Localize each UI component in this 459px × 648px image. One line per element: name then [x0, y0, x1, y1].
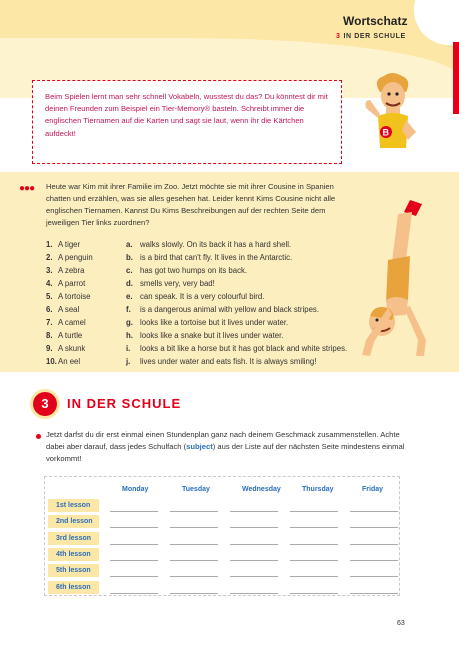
bullet-icon — [36, 434, 41, 439]
description-text: has got two humps on its back. — [140, 266, 248, 276]
side-tab — [453, 42, 459, 114]
description-item — [126, 329, 347, 342]
tip-text: Beim Spielen lernt man sehr schnell Vokabeln, wusstest du das? Du könntest dir mit deinen Freunden zum Beispiel ein Tier-Memory® basteln. Schreibt immer die englischen Tiernamen auf die Karten und sagt sie laut, wenn ihr die Kärtchen aufdeckt! — [45, 92, 328, 138]
lesson-label: 2nd lesson — [48, 515, 99, 528]
timetable-cell[interactable] — [170, 576, 218, 577]
description-letter: c. — [126, 266, 133, 276]
animal-item — [46, 342, 118, 355]
animal-name: A turtle — [58, 331, 83, 341]
animal-number: 10. — [46, 357, 57, 367]
animal-number: 5. — [46, 292, 53, 302]
animal-number: 6. — [46, 305, 53, 315]
description-letter: a. — [126, 240, 133, 249]
description-text: is a bird that can't fly. It lives in the Antarctic. — [140, 253, 293, 263]
description-item — [126, 355, 347, 368]
lesson-label: 1st lesson — [48, 499, 99, 512]
description-item — [126, 303, 347, 316]
section-subtitle-label: IN DER SCHULE — [343, 33, 406, 40]
timetable-cell[interactable] — [290, 576, 338, 577]
animal-item — [46, 316, 118, 329]
animal-list — [46, 238, 118, 368]
animal-number: 1. — [46, 240, 53, 249]
animal-name: A tiger — [58, 240, 81, 249]
timetable-cell[interactable] — [110, 511, 158, 512]
animal-item — [46, 238, 118, 251]
animal-number: 2. — [46, 253, 53, 263]
timetable-cell[interactable] — [290, 560, 338, 561]
animal-number: 3. — [46, 266, 53, 276]
timetable-cell[interactable] — [170, 560, 218, 561]
description-letter: h. — [126, 331, 133, 341]
description-letter: b. — [126, 253, 133, 263]
timetable-cell[interactable] — [350, 544, 398, 545]
description-letter: d. — [126, 279, 133, 289]
animal-item — [46, 251, 118, 264]
animal-number: 9. — [46, 344, 53, 354]
description-item — [126, 264, 347, 277]
description-list — [126, 238, 347, 368]
exercise-intro: Heute war Kim mit ihrer Familie im Zoo. Jetzt möchte sie mit ihrer Cousine in Spanien chatten und erzählen, was sie alles gesehen hat. Leider kennt Kims Cousine nicht alle englischen Tiernamen. Kannst Du Kims Beschreibungen auf der rechten Seite dem jeweiligen Tier links zuordnen? — [46, 182, 336, 227]
description-letter: j. — [126, 357, 131, 367]
mascot-thumbs-up-icon — [362, 70, 422, 160]
dots-icon: ●●● — [19, 183, 35, 194]
animal-item — [46, 355, 118, 368]
timetable-cell[interactable] — [290, 527, 338, 528]
timetable-cell[interactable] — [110, 593, 158, 594]
task-text-after: ) aus der Liste auf der nächsten Seite mindestens einmal vorkommt! — [46, 442, 405, 464]
animal-item — [46, 264, 118, 277]
timetable-cell[interactable] — [230, 576, 278, 577]
section-number-badge: 3 — [33, 392, 57, 416]
timetable-task — [46, 429, 416, 466]
timetable-cell[interactable] — [110, 576, 158, 577]
description-item — [126, 290, 347, 303]
timetable-cell[interactable] — [110, 527, 158, 528]
timetable-cell[interactable] — [230, 527, 278, 528]
day-header: Monday — [122, 486, 149, 493]
section-title: IN DER SCHULE — [67, 396, 182, 411]
description-letter: e. — [126, 292, 133, 302]
timetable-cell[interactable] — [230, 560, 278, 561]
description-item — [126, 251, 347, 264]
timetable-cell[interactable] — [350, 560, 398, 561]
section-subtitle — [336, 33, 406, 40]
lesson-label: 5th lesson — [48, 564, 99, 577]
timetable-cell[interactable] — [350, 511, 398, 512]
animal-number: 8. — [46, 331, 53, 341]
animal-name: A camel — [58, 318, 86, 328]
description-letter: i. — [126, 344, 131, 354]
timetable-cell[interactable] — [290, 593, 338, 594]
tip-box — [32, 80, 342, 164]
timetable-cell[interactable] — [230, 593, 278, 594]
description-item — [126, 238, 347, 251]
timetable-cell[interactable] — [290, 511, 338, 512]
animal-name: A parrot — [58, 279, 86, 289]
section-subtitle-number: 3 — [336, 33, 341, 40]
timetable-cell[interactable] — [170, 527, 218, 528]
animal-number: 7. — [46, 318, 53, 328]
description-text: walks slowly. On its back it has a hard shell. — [140, 240, 292, 249]
task-keyword: subject — [186, 442, 213, 452]
animal-name: An eel — [58, 357, 81, 367]
mascot-handstand-icon — [352, 190, 432, 365]
day-header: Thursday — [302, 486, 334, 493]
day-header: Tuesday — [182, 486, 210, 493]
description-text: is a dangerous animal with yellow and black stripes. — [140, 305, 319, 315]
lesson-label: 4th lesson — [48, 548, 99, 561]
lesson-label: 3rd lesson — [48, 532, 99, 545]
animal-name: A tortoise — [58, 292, 91, 302]
timetable-cell[interactable] — [230, 511, 278, 512]
description-text: looks a bit like a horse but it has got black and white stripes. — [140, 344, 348, 354]
chapter-title: Wortschatz — [343, 14, 408, 28]
animal-number: 4. — [46, 279, 53, 289]
description-text: smells very, very bad! — [140, 279, 215, 289]
svg-text:B: B — [382, 127, 389, 138]
description-item — [126, 316, 347, 329]
timetable-cell[interactable] — [350, 593, 398, 594]
description-letter: f. — [126, 305, 131, 315]
description-text: lives under water and eats fish. It is always smiling! — [140, 357, 317, 367]
description-text: can speak. It is a very colourful bird. — [140, 292, 265, 302]
timetable-cell[interactable] — [110, 560, 158, 561]
task-text-before: Jetzt darfst du dir erst einmal einen Stundenplan ganz nach deinem Geschmack zusammenstellen. Achte dabei aber darauf, dass jedes Schulfach ( — [46, 430, 400, 452]
timetable-cell[interactable] — [110, 544, 158, 545]
timetable-cell[interactable] — [350, 576, 398, 577]
animal-name: A penguin — [58, 253, 93, 263]
animal-name: A zebra — [58, 266, 85, 276]
lesson-label: 6th lesson — [48, 581, 99, 594]
description-item — [126, 277, 347, 290]
animal-item — [46, 329, 118, 342]
animal-item — [46, 290, 118, 303]
animal-name: A skunk — [58, 344, 86, 354]
timetable-cell[interactable] — [290, 544, 338, 545]
animal-item — [46, 303, 118, 316]
animal-item — [46, 277, 118, 290]
timetable-cell[interactable] — [170, 544, 218, 545]
timetable-cell[interactable] — [230, 544, 278, 545]
animal-name: A seal — [58, 305, 80, 315]
description-text: looks like a snake but it lives under water. — [140, 331, 284, 341]
timetable-cell[interactable] — [170, 511, 218, 512]
description-letter: g. — [126, 318, 133, 328]
description-text: looks like a tortoise but it lives under water. — [140, 318, 289, 328]
day-header: Friday — [362, 486, 384, 493]
day-header: Wednesday — [242, 486, 281, 493]
page-number: 63 — [397, 620, 405, 627]
description-item — [126, 342, 347, 355]
timetable-cell[interactable] — [350, 527, 398, 528]
timetable-cell[interactable] — [170, 593, 218, 594]
